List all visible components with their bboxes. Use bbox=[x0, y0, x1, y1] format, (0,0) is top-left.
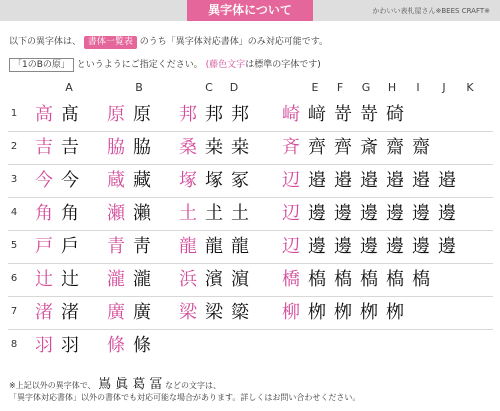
variant-kanji: 邉 bbox=[412, 169, 430, 191]
variant-kanji: 嵜 bbox=[360, 103, 378, 125]
row-divider bbox=[8, 230, 493, 231]
variant-kanji: 栁 bbox=[308, 301, 326, 323]
variant-kanji: 桒 bbox=[231, 136, 249, 158]
standard-kanji: 脇 bbox=[107, 136, 125, 158]
standard-kanji: 羽 bbox=[35, 334, 53, 356]
variant-kanji: 龍 bbox=[231, 235, 249, 257]
standard-kanji: 今 bbox=[35, 169, 53, 191]
row-divider bbox=[8, 164, 493, 165]
standard-kanji: 辻 bbox=[35, 268, 53, 290]
standard-kanji: 辺 bbox=[282, 169, 300, 191]
standard-kanji: 角 bbox=[35, 202, 53, 224]
variant-kanji: 角 bbox=[61, 202, 79, 224]
standard-kanji: 梁 bbox=[179, 301, 197, 323]
variant-kanji: 邉 bbox=[438, 169, 456, 191]
variant-kanji: 瀨 bbox=[133, 202, 151, 224]
variant-kanji: 邉 bbox=[334, 169, 352, 191]
row-number: 1 bbox=[10, 107, 18, 119]
variant-kanji: 邊 bbox=[360, 202, 378, 224]
row-divider bbox=[8, 329, 493, 330]
standard-kanji: 戸 bbox=[35, 235, 53, 257]
column-header-b: B bbox=[135, 81, 143, 94]
variant-kanji: 脇 bbox=[133, 136, 151, 158]
variant-kanji: 瀧 bbox=[133, 268, 151, 290]
column-header-e: E bbox=[311, 81, 319, 94]
variant-kanji: 齊 bbox=[334, 136, 352, 158]
standard-kanji: 瀬 bbox=[107, 202, 125, 224]
column-header-i: I bbox=[416, 81, 420, 94]
standard-kanji: 辺 bbox=[282, 235, 300, 257]
row-divider bbox=[8, 197, 493, 198]
variant-kanji: 邦 bbox=[205, 103, 223, 125]
variant-kanji: 邊 bbox=[438, 202, 456, 224]
variant-kanji: 邊 bbox=[308, 202, 326, 224]
standard-kanji: 原 bbox=[107, 103, 125, 125]
font-list-link[interactable]: 書体一覧表 bbox=[84, 36, 137, 49]
standard-kanji: 桑 bbox=[179, 136, 197, 158]
column-header-a: A bbox=[65, 81, 73, 94]
variant-kanji: 原 bbox=[133, 103, 151, 125]
standard-kanji: 崎 bbox=[282, 103, 300, 125]
variant-kanji: 碕 bbox=[386, 103, 404, 125]
variant-kanji: 邉 bbox=[360, 169, 378, 191]
variant-kanji: 邊 bbox=[386, 235, 404, 257]
variant-kanji: 濵 bbox=[231, 268, 249, 290]
variant-kanji: 邊 bbox=[438, 235, 456, 257]
variant-kanji: 斎 bbox=[360, 136, 378, 158]
standard-kanji: 土 bbox=[179, 202, 197, 224]
variant-kanji: 土 bbox=[231, 202, 249, 224]
row-number: 2 bbox=[10, 140, 18, 152]
column-header-h: H bbox=[387, 81, 397, 94]
variant-kanji: 𡈽 bbox=[205, 202, 223, 224]
column-header-c: C bbox=[205, 81, 213, 94]
header-bar bbox=[0, 0, 500, 21]
variant-kanji: 髙 bbox=[61, 103, 79, 125]
variant-kanji: 塚 bbox=[205, 169, 223, 191]
variant-kanji: 龍 bbox=[205, 235, 223, 257]
row-number: 8 bbox=[10, 338, 18, 350]
variant-kanji: 戶 bbox=[61, 235, 79, 257]
row-number: 4 bbox=[10, 206, 18, 218]
standard-kanji: 塚 bbox=[179, 169, 197, 191]
standard-kanji: 柳 bbox=[282, 301, 300, 323]
variant-kanji: 邊 bbox=[334, 202, 352, 224]
row-divider bbox=[8, 296, 493, 297]
footnote-line-1 bbox=[9, 373, 221, 392]
variant-kanji: 槗 bbox=[386, 268, 404, 290]
variant-kanji: 齊 bbox=[308, 136, 326, 158]
footnote-text: ※上記以外の異字体で、 bbox=[9, 381, 96, 390]
variant-kanji: 嵜 bbox=[334, 103, 352, 125]
variant-kanji: 邉 bbox=[308, 169, 326, 191]
footnote-chars: 嶌 眞 葛 冨 bbox=[98, 377, 163, 392]
variant-kanji: 邉 bbox=[386, 169, 404, 191]
standard-kanji: 浜 bbox=[179, 268, 197, 290]
variant-kanji: 靑 bbox=[133, 235, 151, 257]
legend-pink-text: (藤色文字 bbox=[205, 60, 246, 70]
variant-kanji: 栁 bbox=[386, 301, 404, 323]
row-number: 6 bbox=[10, 272, 18, 284]
column-header-j: J bbox=[442, 81, 446, 94]
variant-kanji: 﨑 bbox=[308, 103, 326, 125]
variant-kanji: 槗 bbox=[308, 268, 326, 290]
intro-line-1 bbox=[9, 34, 328, 49]
intro-text: 以下の異字体は、 bbox=[9, 37, 82, 47]
variant-kanji: 濱 bbox=[205, 268, 223, 290]
variant-kanji: 邊 bbox=[334, 235, 352, 257]
footnote-text: などの文字は、 bbox=[165, 381, 222, 390]
variant-kanji: 齋 bbox=[386, 136, 404, 158]
standard-kanji: 蔵 bbox=[107, 169, 125, 191]
variant-kanji: 冢 bbox=[231, 169, 249, 191]
row-divider bbox=[8, 263, 493, 264]
variant-kanji: 渚 bbox=[61, 301, 79, 323]
standard-kanji: 青 bbox=[107, 235, 125, 257]
variant-kanji: 槗 bbox=[334, 268, 352, 290]
variant-kanji: 𠮷 bbox=[61, 136, 79, 158]
variant-kanji: 齋 bbox=[412, 136, 430, 158]
variant-kanji: 栁 bbox=[360, 301, 378, 323]
standard-kanji: 斉 bbox=[282, 136, 300, 158]
variant-kanji: 槗 bbox=[412, 268, 430, 290]
standard-kanji: 邦 bbox=[179, 103, 197, 125]
shop-credit: かわいい表札屋さん※BEES CRAFT※ bbox=[372, 7, 490, 15]
intro-text: というようにご指定ください。 bbox=[76, 60, 203, 70]
variant-kanji: 槗 bbox=[360, 268, 378, 290]
example-spec: 「1のBの原」 bbox=[9, 58, 74, 72]
row-number: 5 bbox=[10, 239, 18, 251]
variant-kanji: 邦 bbox=[231, 103, 249, 125]
standard-kanji: 高 bbox=[35, 103, 53, 125]
variant-kanji: 藏 bbox=[133, 169, 151, 191]
variant-kanji: 邊 bbox=[360, 235, 378, 257]
standard-kanji: 瀧 bbox=[107, 268, 125, 290]
variant-kanji: 羽 bbox=[61, 334, 79, 356]
column-header-d: D bbox=[229, 81, 239, 94]
variant-kanji: 簗 bbox=[231, 301, 249, 323]
variant-kanji: 邊 bbox=[386, 202, 404, 224]
variant-kanji: 邊 bbox=[308, 235, 326, 257]
row-number: 3 bbox=[10, 173, 18, 185]
standard-kanji: 橋 bbox=[282, 268, 300, 290]
intro-text: は標準の字体です) bbox=[245, 60, 321, 70]
standard-kanji: 廣 bbox=[107, 301, 125, 323]
variant-kanji: 邊 bbox=[412, 202, 430, 224]
variant-kanji: 條 bbox=[133, 334, 151, 356]
intro-line-2 bbox=[9, 57, 321, 72]
standard-kanji: 條 bbox=[107, 334, 125, 356]
column-header-f: F bbox=[336, 81, 344, 94]
variant-kanji: 今 bbox=[61, 169, 79, 191]
variant-kanji: 廣 bbox=[133, 301, 151, 323]
variant-kanji: 梁 bbox=[205, 301, 223, 323]
variant-kanji: 桒 bbox=[205, 136, 223, 158]
standard-kanji: 辺 bbox=[282, 202, 300, 224]
variant-kanji: 栁 bbox=[334, 301, 352, 323]
standard-kanji: 渚 bbox=[35, 301, 53, 323]
standard-kanji: 吉 bbox=[35, 136, 53, 158]
column-header-k: K bbox=[466, 81, 474, 94]
row-divider bbox=[8, 131, 493, 132]
standard-kanji: 龍 bbox=[179, 235, 197, 257]
footnote-line-2: 「異字体対応書体」以外の書体でも対応可能な場合があります。詳しくはお問い合わせください。 bbox=[9, 393, 361, 402]
variant-kanji: 邊 bbox=[412, 235, 430, 257]
row-number: 7 bbox=[10, 305, 18, 317]
variant-kanji: 辻 bbox=[61, 268, 79, 290]
column-header-g: G bbox=[361, 81, 371, 94]
page-title: 異字体について bbox=[187, 0, 313, 21]
intro-text: のうち「異字体対応書体」のみ対応可能です。 bbox=[139, 37, 329, 47]
